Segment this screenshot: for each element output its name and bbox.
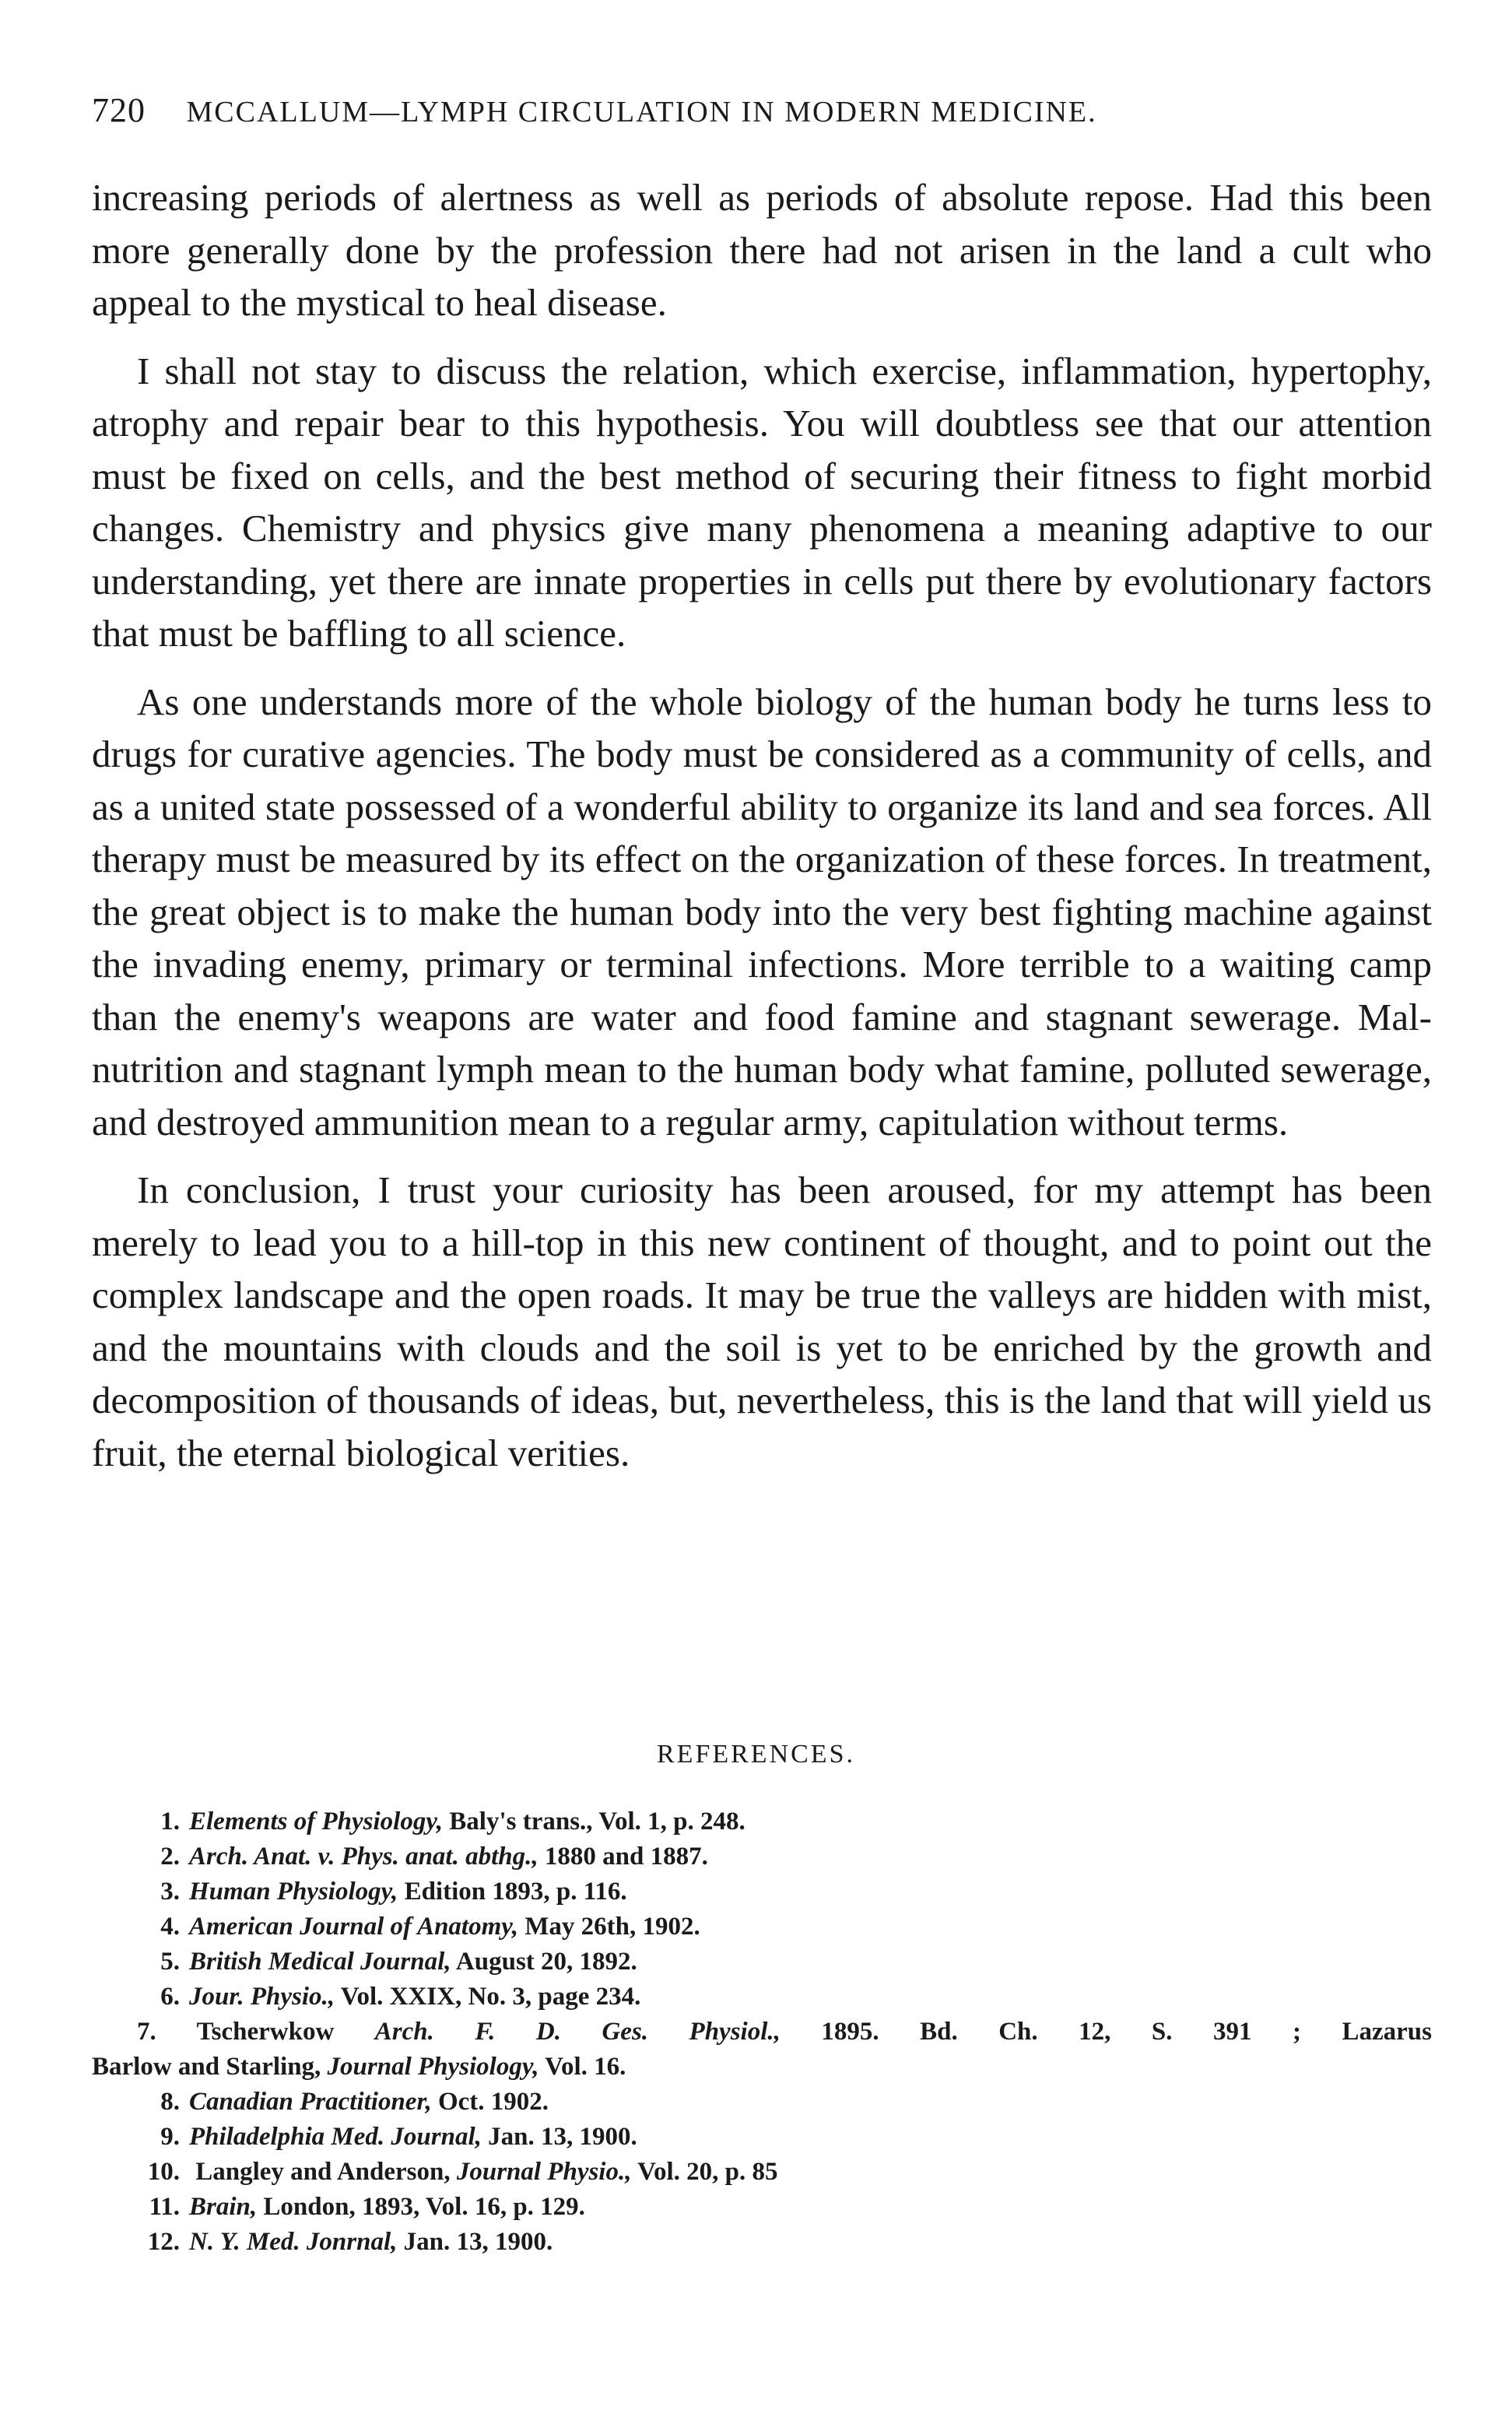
reference-details: Oct. 1902. — [431, 2088, 549, 2116]
reference-item — [92, 2085, 1432, 2120]
reference-item — [92, 2155, 1432, 2190]
reference-item — [92, 1909, 1432, 1944]
reference-title: Arch. F. D. Ges. Physiol., — [374, 2018, 781, 2046]
body-text — [92, 171, 1432, 1495]
reference-title: British Medical Journal, — [189, 1948, 451, 1976]
reference-author: Langley and Anderson, — [189, 2158, 457, 2186]
reference-number: 9. — [160, 2123, 180, 2151]
paragraph: In conclusion, I trust your curiosity has been aroused, for my attempt has been merely to lead you to a hill-top in this new continent of thought, and to point out the complex landscape and the open roads. It may be true the valleys are hidden with mist, and the mountains with clouds and the soil is yet to be enriched by the growth and decomposition of thousands of ideas, but, nevertheless, this is the land that will yield us fruit, the eternal biological verities. — [92, 1168, 1432, 1474]
reference-details: Vol. 16. — [538, 2053, 626, 2081]
reference-number: 10. — [147, 2158, 180, 2186]
paragraph: I shall not stay to discuss the relation, which exercise, inflammation, hypertophy, atrophy and repair bear to this hypothesis. You will doubtless see that our attention must be fixed on cells, and the best method of securing their fitness to fight morbid changes. Chemistry and physics give many phenomena a meaning adaptive to our understanding, yet there are innate properties in cells put there by evolutionary factors that must be baffling to all science. — [92, 349, 1432, 655]
reference-title: Brain, — [189, 2193, 258, 2221]
reference-details: Vol. 20, p. 85 — [631, 2158, 778, 2186]
reference-number: 3. — [160, 1878, 180, 1906]
reference-item — [92, 2225, 1432, 2260]
reference-number: 2. — [160, 1843, 180, 1871]
reference-number: 1. — [160, 1807, 180, 1836]
running-title: MCCALLUM—LYMPH CIRCULATION IN MODERN MEDICINE. — [186, 96, 1097, 128]
reference-details: Jan. 13, 1900. — [397, 2228, 553, 2256]
reference-title: Jour. Physio., — [189, 1983, 335, 2011]
reference-number: 8. — [160, 2088, 180, 2116]
reference-details: May 26th, 1902. — [517, 1913, 700, 1941]
running-header — [92, 87, 1430, 134]
reference-item — [92, 1980, 1432, 2015]
reference-details: London, 1893, Vol. 16, p. 129. — [257, 2193, 585, 2221]
reference-details: Baly's trans., Vol. 1, p. 248. — [443, 1807, 745, 1836]
reference-title: Journal Physiology, — [327, 2053, 539, 2081]
reference-title: Arch. Anat. v. Phys. anat. abthg., — [189, 1843, 538, 1871]
page-number: 720 — [92, 91, 146, 129]
reference-details: Vol. XXIX, No. 3, page 234. — [335, 1983, 641, 2011]
reference-first-line — [92, 2015, 1432, 2050]
reference-number: 7. — [137, 2018, 156, 2046]
reference-number: 12. — [147, 2228, 180, 2256]
reference-title: Human Physiology, — [189, 1878, 398, 1906]
reference-details: Jan. 13, 1900. — [481, 2123, 637, 2151]
reference-item — [92, 1944, 1432, 1980]
references-heading: REFERENCES. — [657, 1740, 855, 1769]
reference-item — [92, 1804, 1432, 1839]
reference-number: 4. — [160, 1913, 180, 1941]
reference-details: August 20, 1892. — [451, 1948, 637, 1976]
reference-title: Elements of Physiology, — [189, 1807, 444, 1836]
reference-title: Journal Physio., — [456, 2158, 632, 2186]
reference-details: 1880 and 1887. — [538, 1843, 708, 1871]
reference-item — [92, 2015, 1432, 2085]
reference-number: 5. — [160, 1948, 180, 1976]
reference-item — [92, 2190, 1432, 2225]
paragraph: increasing periods of alertness as well as periods of absolute repose. Had this been more generally done by the profession there had not arisen in the land a cult who appeal to the mystical to heal disease. — [92, 176, 1432, 324]
reference-title: Canadian Practitioner, — [189, 2088, 432, 2116]
references-list — [92, 1804, 1432, 2260]
reference-item — [92, 1839, 1432, 1874]
reference-title: N. Y. Med. Jonrnal, — [189, 2228, 398, 2256]
paragraph: As one understands more of the whole biology of the human body he turns less to drugs for curative agencies. The body must be considered as a community of cells, and as a united state possessed of a wonderful ability to organize its land and sea forces. All therapy must be measured by its effect on the organization of these forces. In treatment, the great object is to make the human body into the very best fighting machine against the invading enemy, primary or terminal infections. More terrible to a waiting camp than the enemy's weapons are water and food famine and stagnant sewerage. Mal-nutrition and stagnant lymph mean to the human body what famine, polluted sewerage, and destroyed ammunition mean to a regular army, capitulation without terms. — [92, 680, 1432, 1144]
reference-item — [92, 1874, 1432, 1909]
reference-author: Barlow and Starling, — [92, 2053, 328, 2081]
reference-number: 6. — [160, 1983, 180, 2011]
reference-title: Philadelphia Med. Journal, — [189, 2123, 482, 2151]
reference-details: Edition 1893, p. 116. — [398, 1878, 627, 1906]
reference-item — [92, 2120, 1432, 2155]
reference-details: 1895. Bd. Ch. 12, S. 391 ; Lazarus — [780, 2018, 1432, 2046]
reference-author: Tscherwkow — [156, 2018, 375, 2046]
reference-title: American Journal of Anatomy, — [189, 1913, 518, 1941]
reference-number: 11. — [149, 2193, 180, 2221]
